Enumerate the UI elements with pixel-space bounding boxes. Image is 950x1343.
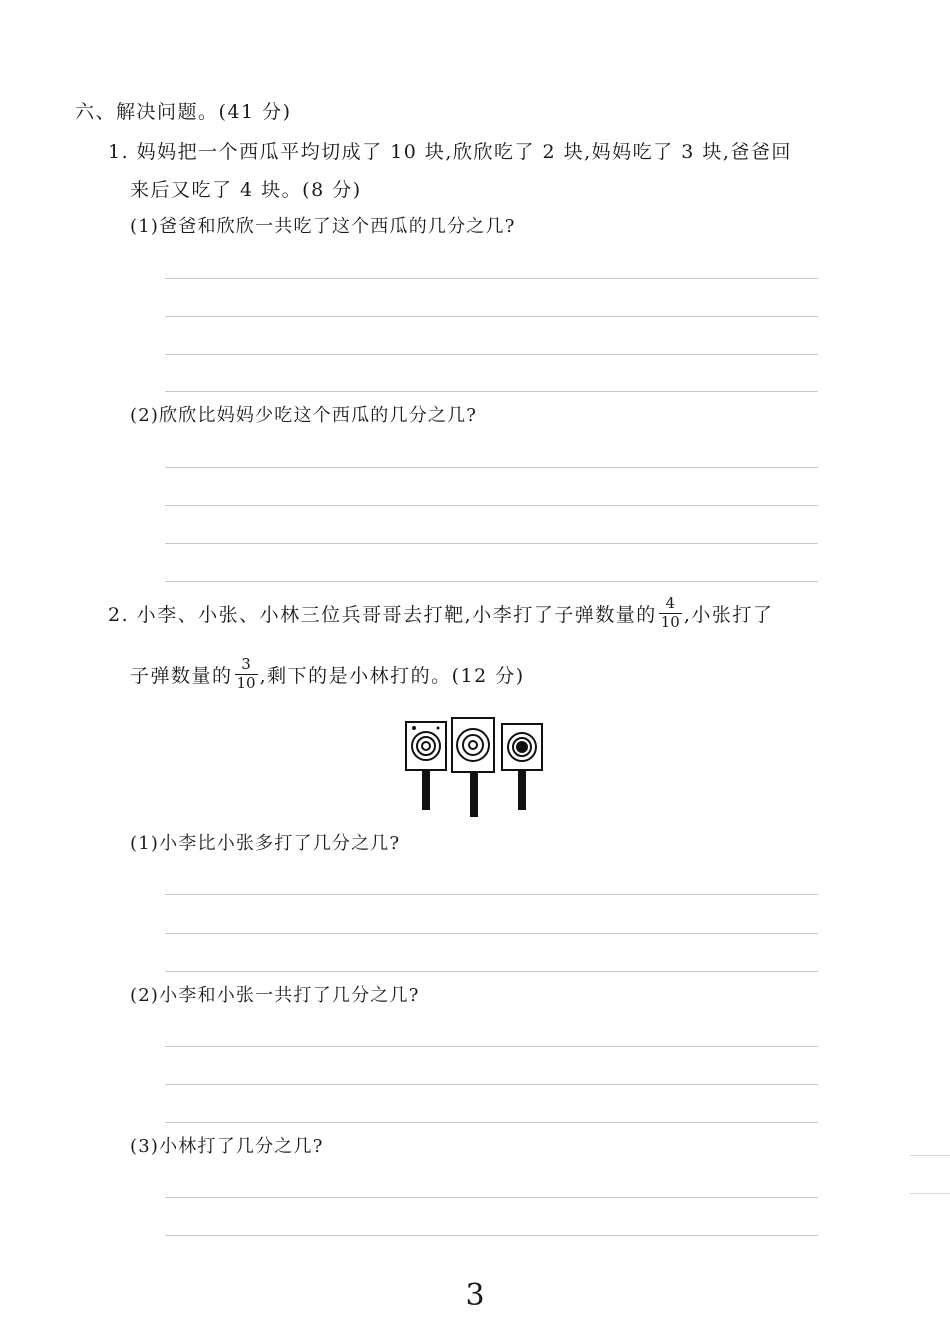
- question-2-text: ,剩下的是小林打的。(12 分): [259, 664, 525, 687]
- answer-line[interactable]: [165, 933, 818, 934]
- question-2-text: 2. 小李、小张、小林三位兵哥哥去打靶,小李打了子弹数量的: [108, 603, 657, 626]
- answer-line[interactable]: [165, 1197, 818, 1198]
- question-2-line-2: [130, 657, 525, 692]
- fraction-numerator: 4: [665, 594, 676, 612]
- question-2-text: 子弹数量的: [130, 664, 233, 687]
- target-right: [502, 724, 542, 810]
- answer-line[interactable]: [165, 1122, 818, 1123]
- section-title: 六、解决问题。(41 分): [75, 101, 292, 123]
- answer-line[interactable]: [165, 1084, 818, 1085]
- shooting-targets-icon: [400, 712, 550, 822]
- target-center: [452, 718, 494, 817]
- answer-line[interactable]: [165, 581, 818, 582]
- question-2-text: ,小张打了: [683, 603, 774, 626]
- answer-line[interactable]: [165, 505, 818, 506]
- question-1-sub-1: (1)爸爸和欣欣一共吃了这个西瓜的几分之几?: [130, 216, 516, 237]
- page-number: 3: [465, 1278, 485, 1313]
- answer-line[interactable]: [165, 894, 818, 895]
- target-left: [406, 722, 446, 810]
- answer-line[interactable]: [165, 971, 818, 972]
- edge-mark: [910, 1193, 950, 1194]
- question-1-sub-2: (2)欣欣比妈妈少吃这个西瓜的几分之几?: [130, 405, 478, 426]
- fraction-numerator: 3: [241, 655, 251, 673]
- answer-line[interactable]: [165, 278, 818, 279]
- answer-line[interactable]: [165, 1235, 818, 1236]
- fraction-denominator: 10: [236, 673, 256, 692]
- answer-line[interactable]: [165, 391, 818, 392]
- fraction-denominator: 10: [660, 612, 680, 631]
- question-2-sub-3: (3)小林打了几分之几?: [130, 1136, 324, 1157]
- answer-line[interactable]: [165, 543, 818, 544]
- question-1-line-2: 来后又吃了 4 块。(8 分): [130, 179, 362, 201]
- question-2-line-1: [108, 596, 773, 631]
- answer-line[interactable]: [165, 316, 818, 317]
- answer-line[interactable]: [165, 467, 818, 468]
- question-1-line-1: 1. 妈妈把一个西瓜平均切成了 10 块,欣欣吃了 2 块,妈妈吃了 3 块,爸爸回: [108, 141, 792, 163]
- fraction: [659, 596, 682, 631]
- answer-line[interactable]: [165, 354, 818, 355]
- answer-line[interactable]: [165, 1046, 818, 1047]
- question-2-sub-1: (1)小李比小张多打了几分之几?: [130, 833, 401, 854]
- question-2-sub-2: (2)小李和小张一共打了几分之几?: [130, 985, 420, 1006]
- fraction: [235, 657, 258, 692]
- edge-mark: [910, 1155, 950, 1156]
